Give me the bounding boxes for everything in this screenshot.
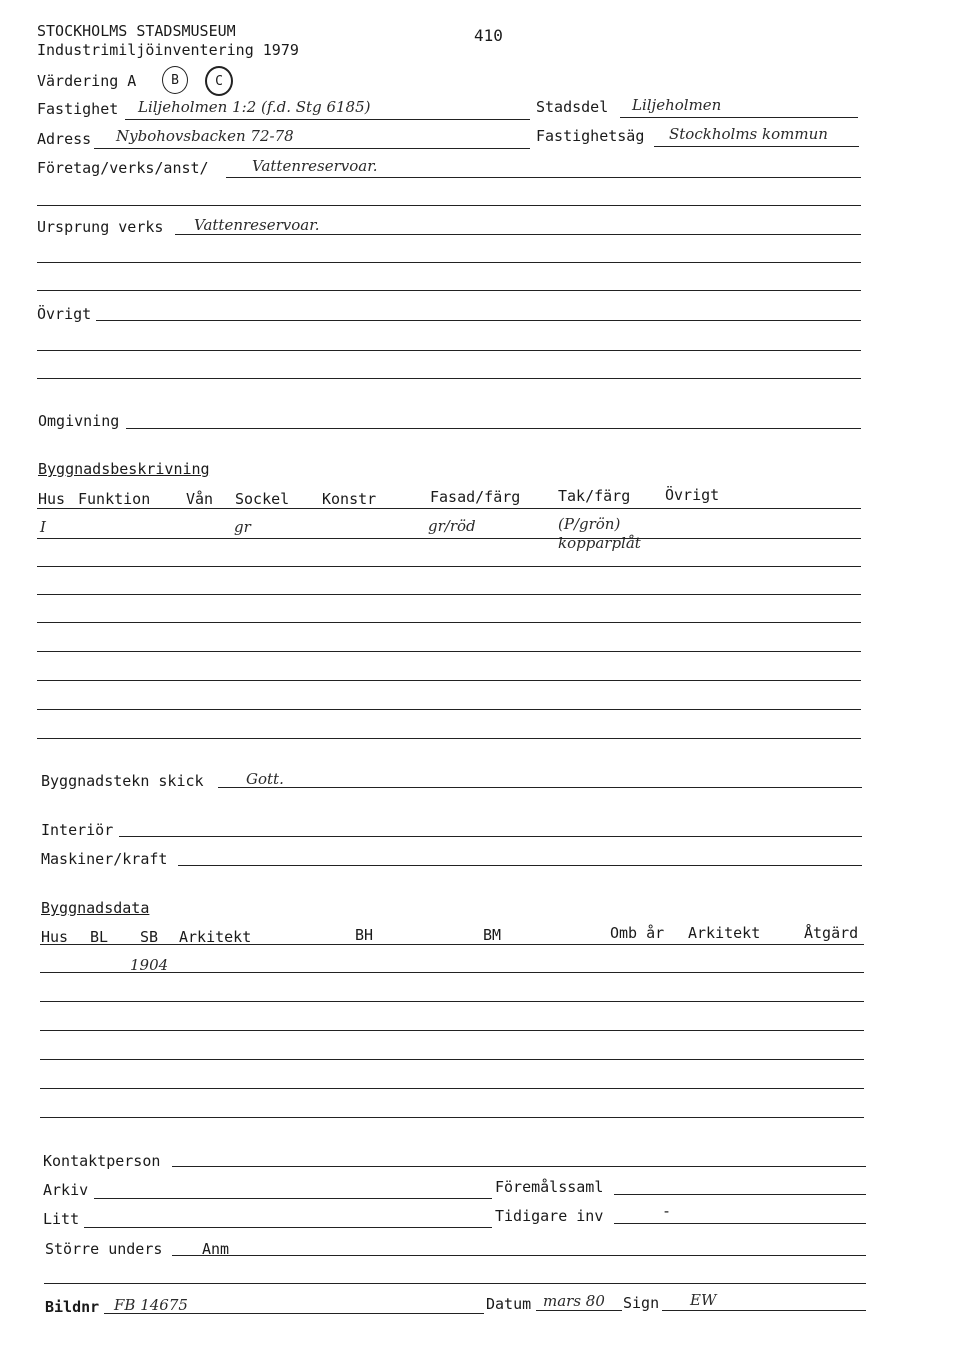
bd-col-sb: SB — [140, 928, 159, 946]
district-label: Stadsdel — [536, 98, 609, 116]
lit-line — [84, 1227, 492, 1228]
bd-row-line — [40, 972, 864, 973]
interior-label: Interiör — [41, 821, 114, 839]
larger-line — [172, 1255, 866, 1256]
row-line — [37, 651, 861, 652]
condition-line — [218, 787, 862, 788]
property-label: Fastighet — [37, 100, 119, 118]
col-konstr: Konstr — [322, 490, 377, 508]
col-sockel: Sockel — [235, 490, 290, 508]
blank-line — [37, 262, 861, 263]
valuation-label: Värdering A — [37, 72, 137, 90]
row-line — [37, 622, 861, 623]
blank-line — [44, 1283, 866, 1284]
row-line — [37, 709, 861, 710]
blank-line — [37, 378, 861, 379]
bd-col-bm: BM — [483, 926, 502, 944]
owner-line — [654, 146, 859, 147]
valuation-b: B — [171, 72, 179, 88]
company-line — [226, 177, 861, 178]
sign-value: EW — [690, 1291, 717, 1309]
row-hus: I — [40, 518, 46, 536]
bd-row-line — [40, 1117, 864, 1118]
condition-value: Gott. — [246, 770, 284, 788]
date-value: mars 80 — [543, 1292, 605, 1310]
photo-label: Bildnr — [45, 1298, 100, 1316]
form-number: 410 — [474, 26, 503, 45]
bd-row-bl: 1904 — [130, 956, 169, 974]
blank-line — [37, 290, 861, 291]
larger-label: Större unders — [45, 1240, 163, 1258]
machines-line — [178, 865, 862, 866]
bd-col-hus: Hus — [41, 928, 69, 946]
bd-col-arkitekt: Arkitekt — [179, 928, 252, 946]
condition-label: Byggnadstekn skick — [41, 772, 204, 790]
address-line — [94, 148, 530, 149]
bd-col-bh: BH — [355, 926, 374, 944]
bd-col-omb: Omb år — [610, 924, 665, 942]
origin-label: Ursprung verks — [37, 218, 164, 236]
property-line — [125, 119, 530, 120]
surroundings-line — [126, 428, 861, 429]
surroundings-label: Omgivning — [38, 412, 120, 430]
row-line — [37, 594, 861, 595]
archive-line — [94, 1198, 492, 1199]
sign-line — [662, 1310, 866, 1311]
interior-line — [119, 836, 862, 837]
col-funktion: Funktion — [78, 490, 151, 508]
header-line — [37, 508, 861, 509]
owner-label: Fastighetsäg — [536, 127, 645, 145]
row-line — [37, 680, 861, 681]
org-name: STOCKHOLMS STADSMUSEUM — [37, 22, 236, 40]
valuation-b-circle — [162, 66, 188, 94]
origin-line — [175, 234, 861, 235]
sign-label: Sign — [623, 1294, 660, 1312]
property-value: Liljeholmen 1:2 (f.d. Stg 6185) — [138, 98, 371, 116]
contact-line — [172, 1166, 866, 1167]
col-hus: Hus — [38, 490, 66, 508]
district-value: Liljeholmen — [632, 96, 722, 114]
row-fasad: gr/röd — [428, 517, 476, 535]
row-tak-2: kopparplåt — [558, 534, 641, 552]
row-line — [37, 566, 861, 567]
building-data-title: Byggnadsdata — [41, 899, 150, 917]
photo-value: FB 14675 — [114, 1296, 188, 1314]
bd-header-line — [40, 944, 864, 945]
inventory-title: Industrimiljöinventering 1979 — [37, 41, 299, 59]
note-label: Anm — [202, 1240, 230, 1258]
col-van: Vån — [186, 490, 214, 508]
valuation-c-circle — [205, 66, 233, 96]
district-line — [620, 117, 858, 118]
blank-line — [37, 350, 861, 351]
owner-value: Stockholms kommun — [669, 125, 828, 143]
photo-line — [104, 1313, 484, 1314]
row-sockel: gr — [234, 518, 251, 536]
machines-label: Maskiner/kraft — [41, 850, 168, 868]
row-tak-1: (P/grön) — [558, 515, 621, 533]
archive-label: Arkiv — [43, 1181, 89, 1199]
row-line — [37, 538, 861, 539]
address-value: Nybohovsbacken 72-78 — [116, 127, 294, 145]
bd-row-line — [40, 1059, 864, 1060]
collection-label: Föremålssaml — [495, 1178, 604, 1196]
blank-line — [37, 205, 861, 206]
company-value: Vattenreservoar. — [252, 157, 378, 175]
bd-col-bl: BL — [90, 928, 109, 946]
prev-inv-value: - — [662, 1202, 672, 1220]
bd-col-arkitekt-2: Arkitekt — [688, 924, 761, 942]
address-label: Adress — [37, 130, 92, 148]
valuation-c: C — [215, 73, 223, 89]
company-label: Företag/verks/anst/ — [37, 159, 209, 177]
prev-inv-label: Tidigare inv — [495, 1207, 604, 1225]
origin-value: Vattenreservoar. — [194, 216, 320, 234]
other-label: Övrigt — [37, 305, 92, 323]
bd-row-line — [40, 1088, 864, 1089]
date-label: Datum — [486, 1295, 532, 1313]
other-line — [96, 320, 861, 321]
col-fasad: Fasad/färg — [430, 488, 521, 506]
col-tak: Tak/färg — [558, 487, 631, 505]
date-line — [536, 1310, 622, 1311]
bd-row-line — [40, 1001, 864, 1002]
bd-row-line — [40, 1030, 864, 1031]
row-line — [37, 738, 861, 739]
lit-label: Litt — [43, 1210, 80, 1228]
col-ovrigt: Övrigt — [665, 486, 720, 504]
prev-inv-line — [614, 1223, 866, 1224]
collection-line — [614, 1194, 866, 1195]
contact-label: Kontaktperson — [43, 1152, 161, 1170]
bd-col-atgard: Åtgärd — [804, 924, 859, 942]
building-desc-title: Byggnadsbeskrivning — [38, 460, 210, 478]
